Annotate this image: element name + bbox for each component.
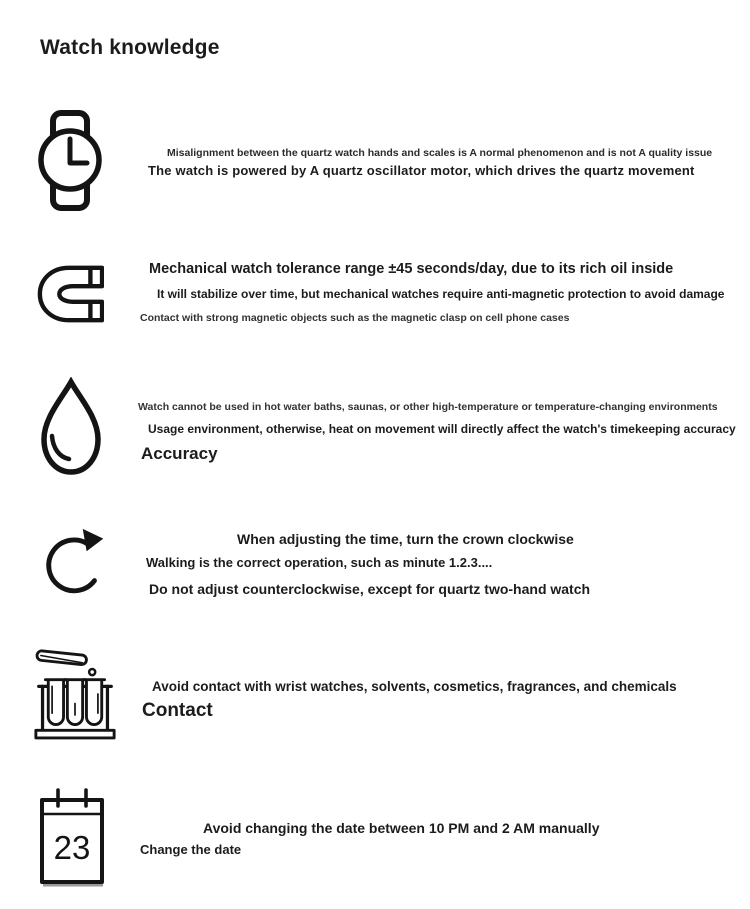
- calendar-day-number: 23: [53, 829, 91, 866]
- test-tubes-icon: [33, 644, 117, 744]
- calendar-icon: [38, 788, 106, 890]
- section-3-heading: Accuracy: [141, 444, 218, 463]
- section-2-main: Mechanical watch tolerance range ±45 seconds/day, due to its rich oil inside: [149, 261, 674, 277]
- water-drop-icon: [38, 377, 104, 477]
- section-2-sub: It will stabilize over time, but mechanical watches require anti-magnetic protection to avoid damage: [157, 287, 725, 301]
- section-3-sub: Usage environment, otherwise, heat on movement will directly affect the watch's timekeeping accuracy: [148, 422, 736, 436]
- wristwatch-icon: [35, 108, 105, 213]
- section-4-main: When adjusting the time, turn the crown clockwise: [237, 531, 574, 547]
- section-6-main: Avoid changing the date between 10 PM and 2 AM manually: [203, 820, 600, 836]
- section-2-note: Contact with strong magnetic objects such as the magnetic clasp on cell phone cases: [140, 312, 570, 324]
- magnet-icon: [36, 262, 104, 326]
- section-4-sub2: Do not adjust counterclockwise, except for quartz two-hand watch: [149, 581, 591, 597]
- section-5-main: Avoid contact with wrist watches, solvents, cosmetics, fragrances, and chemicals: [152, 679, 677, 694]
- page-title: Watch knowledge: [40, 36, 220, 59]
- section-4-sub: Walking is the correct operation, such as minute 1.2.3....: [146, 555, 493, 570]
- section-1-note: Misalignment between the quartz watch hands and scales is A normal phenomenon and is not A quality issue: [167, 147, 713, 159]
- section-3-note: Watch cannot be used in hot water baths, saunas, or other high-temperature or temperature-changing environments: [138, 401, 718, 413]
- clockwise-arrow-icon: [38, 521, 104, 607]
- section-5-heading: Contact: [142, 700, 213, 721]
- section-6-sub: Change the date: [140, 842, 242, 857]
- section-1-main: The watch is powered by A quartz oscillator motor, which drives the quartz movement: [148, 163, 695, 178]
